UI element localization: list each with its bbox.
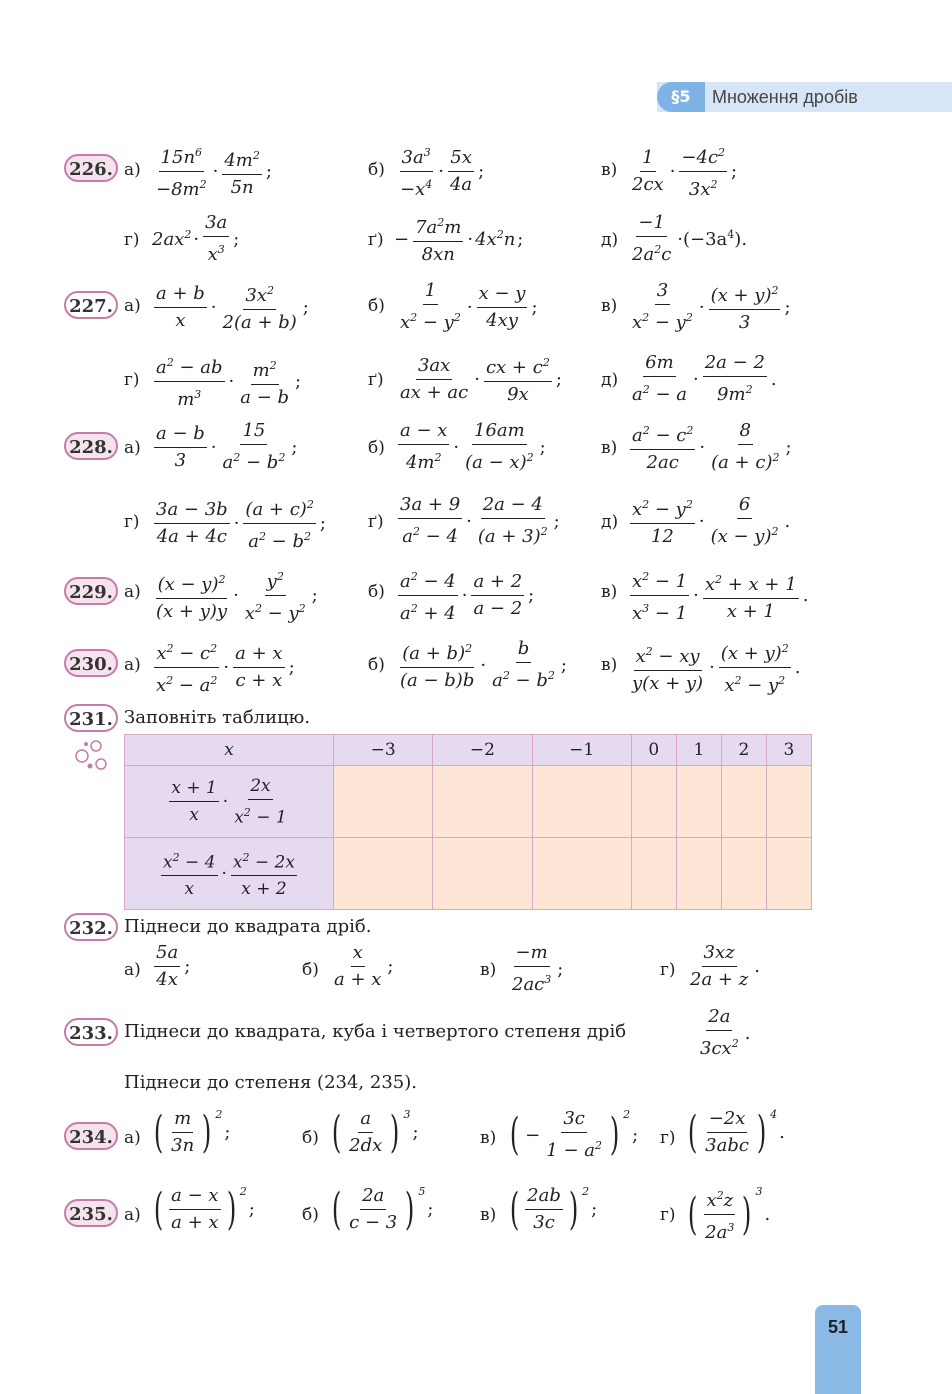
item-label: в) <box>601 655 618 675</box>
expression: ( m 3n ) $^2$ ; <box>153 1106 231 1158</box>
item-label: в) <box>601 160 618 180</box>
expression: 3xz 2a + z . <box>690 942 760 990</box>
expression: a − x $4m^2$ · 16am $(a - x)^2$ ; <box>400 420 546 473</box>
item-label: д) <box>601 512 619 532</box>
expression: $x^2 - 1$ $x^3 - 1$ · $x^2 + x + 1$ x + 1 . <box>628 566 810 625</box>
item-label: г) <box>660 960 676 980</box>
problem-number: 226. <box>64 154 118 182</box>
expression: a − b 3 · 15 $a^2 - b^2$ ; <box>156 420 298 473</box>
expression: a + b x · $3x^2$ 2(a + b) ; <box>152 280 311 334</box>
problem-number: 228. <box>64 432 118 460</box>
item-label: б) <box>368 438 385 458</box>
item-label: г) <box>660 1128 676 1148</box>
problem-number: 232. <box>64 913 118 941</box>
expression: 6m $a^2 - a$ · 2a − 2 $9m^2$ . <box>632 352 777 405</box>
table-cell[interactable] <box>676 838 721 910</box>
table-cell[interactable] <box>721 766 766 838</box>
section-instruction: Піднеси до степеня (234, 235). <box>124 1072 417 1093</box>
item-label: б) <box>302 1205 319 1225</box>
expression: x a + x ; <box>334 942 394 990</box>
problem-number: 230. <box>64 649 118 677</box>
item-label: г) <box>660 1205 676 1225</box>
section-number: §5 <box>657 82 705 112</box>
expression: $a^2$ − ab $m^3$ · $m^2$ a − b ; <box>152 352 303 411</box>
table-cell[interactable] <box>334 838 433 910</box>
expression: ( 2ab 3c ) $^2$ ; <box>509 1183 598 1235</box>
item-label: а) <box>124 160 141 180</box>
item-label: д) <box>601 230 619 250</box>
item-label: в) <box>601 438 618 458</box>
table-cell[interactable] <box>433 838 532 910</box>
problem-number: 227. <box>64 291 118 319</box>
expression: $(a + b)^2$ (a − b)b · b $a^2 - b^2$ ; <box>400 638 567 691</box>
table-cell[interactable] <box>334 766 433 838</box>
table-cell[interactable] <box>721 838 766 910</box>
item-label: г) <box>124 230 140 250</box>
expression: ( −2x 3abc ) $^4$ . <box>687 1106 785 1158</box>
item-label: ґ) <box>368 370 384 390</box>
expression: ( − $\frac{3c}{1 - a^2}$ ) $^2$ ; <box>509 1108 639 1161</box>
item-label: б) <box>368 582 385 602</box>
expression: 3a + 9 $a^2 - 4$ · 2a − 4 $(a + 3)^2$ ; <box>400 494 560 547</box>
table-header-value: −3 <box>334 735 433 766</box>
item-label: б) <box>368 160 385 180</box>
expression: $2ax^2$ · 3a $x^3$ ; <box>152 212 240 265</box>
expression: 3a − 3b 4a + 4c · $(a + c)^2$ $a^2 - b^2$ ; <box>152 494 328 553</box>
item-label: а) <box>124 438 141 458</box>
table-header-value: −2 <box>433 735 532 766</box>
problem-number: 235. <box>64 1199 118 1227</box>
problem-number: 231. <box>64 704 118 732</box>
item-label: а) <box>124 296 141 316</box>
problem-text: Піднеси до квадрата дріб. <box>124 916 372 937</box>
problem-number: 233. <box>64 1018 118 1046</box>
problem-number: 229. <box>64 577 118 605</box>
fill-in-table <box>124 734 812 910</box>
expression: − $\frac{7a^2m}{8xn}$ · $4x^2n$ ; <box>392 212 525 266</box>
expression: 5a 4x ; <box>156 942 191 990</box>
item-label: г) <box>124 512 140 532</box>
section-title: Множення дробів <box>712 87 858 107</box>
expression: $(x - y)^2$ (x + y)y · $y^2$ $x^2 - y^2$ ; <box>152 566 320 625</box>
expression: $a^2 - c^2$ 2ac · 8 $(a + c)^2$ ; <box>632 420 792 473</box>
table-cell[interactable] <box>631 838 676 910</box>
item-label: а) <box>124 1205 141 1225</box>
item-label: в) <box>601 582 618 602</box>
expression: −m $2ac^3$ ; <box>512 942 564 995</box>
expression: 3ax ax + ac · cx + $c^2$ 9x ; <box>396 352 564 406</box>
table-cell[interactable] <box>766 766 811 838</box>
expression: ( 2a c − 3 ) $^5$ ; <box>331 1183 434 1235</box>
item-label: г) <box>124 370 140 390</box>
problem-number: 234. <box>64 1122 118 1150</box>
item-label: в) <box>480 1205 497 1225</box>
item-label: б) <box>302 960 319 980</box>
table-header-value: 0 <box>631 735 676 766</box>
table-cell[interactable] <box>631 766 676 838</box>
item-label: б) <box>368 296 385 316</box>
table-header-x: x <box>125 735 334 766</box>
problem-text: Заповніть таблицю. <box>124 707 311 728</box>
expression: $x^2 - c^2$ $x^2 - a^2$ · a + x c + x ; <box>152 638 297 697</box>
item-label: в) <box>480 960 497 980</box>
expression: $3a^3$ $-x^4$ · 5x 4a ; <box>396 142 486 201</box>
expression: 3 $x^2 - y^2$ · $(x + y)^2$ 3 ; <box>632 280 791 333</box>
expression: 1 $x^2 - y^2$ · x − y 4xy ; <box>400 280 538 333</box>
item-label: в) <box>601 296 618 316</box>
table-header-value: 1 <box>676 735 721 766</box>
expression: ( a − x a + x ) $^2$ ; <box>153 1183 255 1235</box>
expression: $a^2 - 4$ $a^2 + 4$ · a + 2 a − 2 ; <box>396 566 536 625</box>
table-cell[interactable] <box>532 838 631 910</box>
item-label: б) <box>302 1128 319 1148</box>
expression: ( $x^2z$ $2a^3$ ) $^3$ . <box>687 1185 771 1243</box>
item-label: а) <box>124 655 141 675</box>
table-header-value: −1 <box>532 735 631 766</box>
expression: $x^2 - y^2$ 12 · 6 $(x - y)^2$ . <box>632 494 791 547</box>
table-header-value: 2 <box>721 735 766 766</box>
table-cell[interactable] <box>532 766 631 838</box>
table-cell[interactable] <box>676 766 721 838</box>
table-row-expression: x + 1 x · 2x $x^2 - 1$ <box>125 766 334 838</box>
expression: 2a $3cx^2$ . <box>700 1006 751 1059</box>
expression: ( a 2dx ) $^3$ ; <box>331 1106 419 1158</box>
item-label: ґ) <box>368 512 384 532</box>
page-number: 51 <box>815 1305 861 1394</box>
expression: −1 $2a^2c$ $\cdot(-3a^4)$. <box>632 212 748 265</box>
item-label: д) <box>601 370 619 390</box>
group-work-icon <box>74 738 110 772</box>
item-label: а) <box>124 960 141 980</box>
item-label: а) <box>124 1128 141 1148</box>
item-label: в) <box>480 1128 497 1148</box>
problem-text: Піднеси до квадрата, куба і четвертого степеня дріб <box>124 1021 627 1042</box>
expression: $x^2$ − xy y(x + y) · $(x + y)^2$ $x^2 - y^2$ . <box>628 638 802 697</box>
table-cell[interactable] <box>766 838 811 910</box>
expression: $15n^6$ $-8m^2$ · $4m^2$ 5n ; <box>152 142 274 201</box>
table-cell[interactable] <box>433 766 532 838</box>
table-header-value: 3 <box>766 735 811 766</box>
item-label: б) <box>368 655 385 675</box>
item-label: ґ) <box>368 230 384 250</box>
table-row-expression: $x^2 - 4$ x · $x^2 - 2x$ x + 2 <box>125 838 334 910</box>
item-label: а) <box>124 582 141 602</box>
expression: 1 2cx · $-4c^2$ $3x^2$ ; <box>628 142 739 201</box>
